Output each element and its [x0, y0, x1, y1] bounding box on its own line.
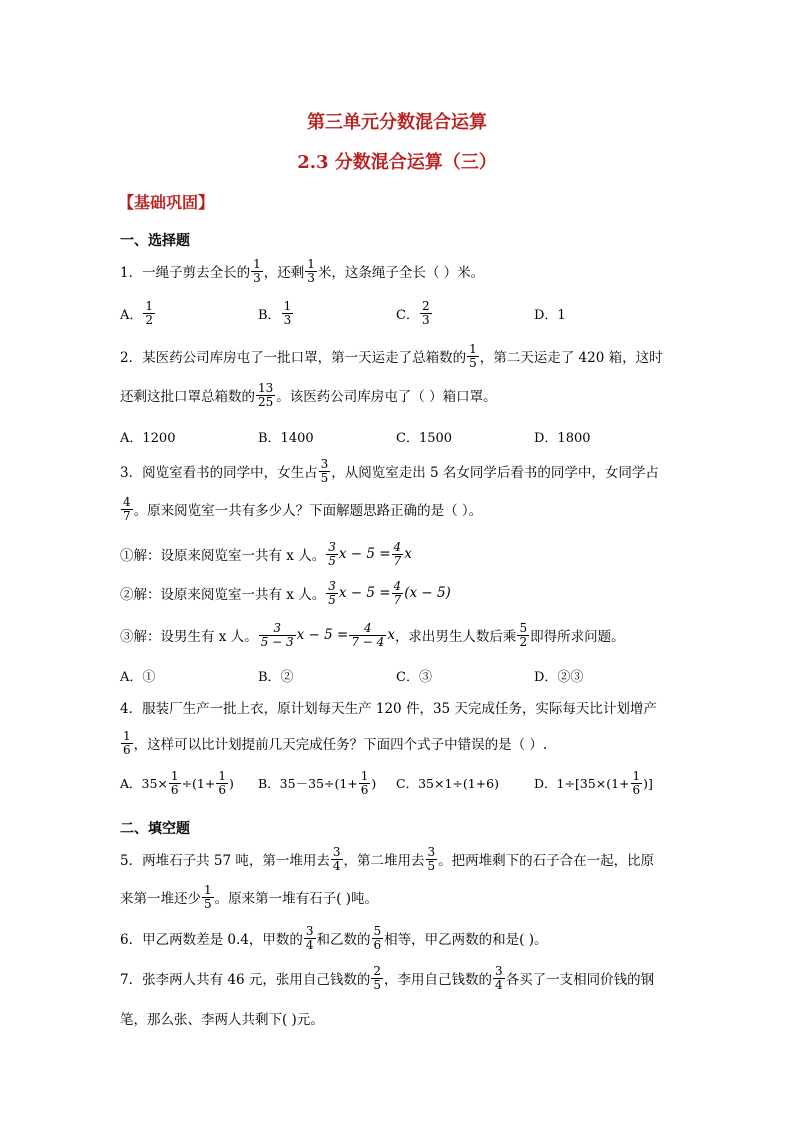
- solution-label: ③解：设男生有 x 人。: [120, 629, 258, 646]
- option-d: D．1: [534, 307, 566, 323]
- fraction: $\frac{4}{7}$: [123, 495, 131, 523]
- solution-text: ，求出男生人数后乘: [394, 629, 517, 646]
- question-6: [120, 925, 547, 951]
- part-heading-fill: 二、填空题: [120, 821, 190, 837]
- option-a: A．1200: [120, 431, 176, 446]
- question-7-line2: [120, 1008, 324, 1028]
- option-c: C．35×1÷(1+6): [396, 776, 500, 792]
- q4-text-a: 4．服装厂生产一批上衣，原计划每天生产 120 件，35 天完成任务，实际每天比计划增产: [120, 701, 657, 717]
- option-d: D．1800: [534, 431, 591, 446]
- fraction: $\frac{3}{5}$: [320, 457, 329, 485]
- q4-options: [120, 770, 653, 796]
- q2-text-d: 。该医药公司库房屯了（ ）箱口罩。: [276, 389, 497, 406]
- q4-text-b: ，这样可以比计划提前几天完成任务？下面四个式子中错误的是（ ）.: [133, 737, 548, 754]
- unit-title: 第三单元分数混合运算: [307, 112, 487, 133]
- question-4-line1: [120, 697, 657, 717]
- lesson-title: 2.3 分数混合运算（三）: [297, 152, 497, 173]
- question-4-line2: [120, 730, 547, 756]
- q5-text-b: ，第二堆用去: [343, 853, 425, 870]
- fraction: $\frac{2}{5}$: [373, 964, 381, 992]
- q7-text-b: ，李用自己钱数的: [384, 972, 492, 989]
- q5-text-e: 。原来第一堆有石子( )吨。: [214, 891, 378, 908]
- question-5-line1: [120, 846, 654, 872]
- fraction: $\frac{1}{3}$: [307, 257, 315, 285]
- question-1: [120, 258, 484, 284]
- q1-text-c: 米，这条绳子全长（ ）米。: [317, 265, 485, 282]
- equation-text: (x − 5): [404, 585, 451, 602]
- equation-text: x: [387, 627, 395, 644]
- solution-label: ①解：设原来阅览室一共有 x 人。: [120, 548, 326, 565]
- q3-solution-2: [120, 580, 451, 606]
- fraction: $\frac{5}{2}$: [519, 621, 528, 649]
- q1-options: [120, 300, 566, 326]
- solution-text: 即得所求问题。: [530, 629, 625, 646]
- q1-text-a: 1．一绳子剪去全长的: [120, 265, 251, 282]
- option-d: D．②③: [534, 670, 584, 685]
- question-5-line2: [120, 884, 378, 910]
- q3-solution-1: [120, 541, 412, 567]
- q6-text-a: 6．甲乙两数差是 0.4，甲数的: [120, 932, 303, 949]
- section-heading: 【基础巩固】: [118, 193, 215, 212]
- fraction: $\frac{5}{6}$: [373, 924, 382, 952]
- option-b: B．②: [258, 670, 294, 685]
- fraction: $\frac{3}{5}$: [427, 845, 436, 873]
- fraction: $\frac{3}{5}$: [328, 579, 336, 607]
- equation-text: x: [404, 546, 412, 563]
- fraction: $\frac{1}{3}$: [253, 257, 261, 285]
- q2-text-c: 还剩这批口罩总箱数的: [120, 389, 255, 406]
- question-2-line2: [120, 382, 497, 408]
- q3-solution-3: [120, 622, 625, 648]
- q3-options: [120, 666, 583, 685]
- question-3-line2: [120, 496, 482, 522]
- q2-text-a: 2．某医药公司库房屯了一批口罩，第一天运走了总箱数的: [120, 350, 467, 367]
- q5-text-d: 来第一堆还少: [120, 891, 201, 908]
- option-a: A．①: [120, 670, 156, 685]
- question-7-line1: [120, 965, 654, 991]
- q7-text-a: 7．张李两人共有 46 元，张用自己钱数的: [120, 972, 371, 989]
- fraction: $\frac{1}{5}$: [469, 342, 477, 370]
- option-b: B．1400: [258, 431, 314, 446]
- q7-text-d: 笔，那么张、李两人共剩下( )元。: [120, 1012, 324, 1028]
- part-heading-choice: 一、选择题: [120, 233, 190, 249]
- q3-text-c: 。原来阅览室一共有多少人？下面解题思路正确的是（ ）。: [133, 503, 483, 520]
- solution-label: ②解：设原来阅览室一共有 x 人。: [120, 587, 326, 604]
- option-a: A． $\frac{1}{2}$: [120, 299, 154, 327]
- option-c: C． $\frac{2}{3}$: [396, 299, 430, 327]
- question-3-line1: [120, 458, 659, 484]
- fraction: $\frac{1}{6}$: [123, 729, 131, 757]
- q3-text-a: 3．阅览室看书的同学中，女生占: [120, 465, 318, 482]
- fraction: $\frac{3}{4}$: [495, 964, 503, 992]
- q7-text-c: 各买了一支相同价钱的钢: [505, 972, 655, 989]
- option-b: B． $\frac{1}{3}$: [258, 299, 292, 327]
- question-2-line1: [120, 343, 663, 369]
- fraction: $\frac{3}{5 - 3}$: [260, 621, 294, 649]
- fraction: $\frac{4}{7 - 4}$: [351, 621, 385, 649]
- option-a: A．35× $\frac{1}{6}$ ÷(1+ $\frac{1}{6}$ ): [120, 769, 234, 797]
- option-c: C．③: [396, 670, 432, 685]
- fraction: $\frac{4}{7}$: [393, 540, 402, 568]
- option-d: D．1÷[35×(1+ $\frac{1}{6}$ )]: [534, 769, 653, 797]
- fraction: $\frac{4}{7}$: [393, 579, 402, 607]
- equation-text: x − 5 =: [338, 585, 391, 602]
- option-c: C．1500: [396, 431, 453, 446]
- q2-options: [120, 427, 591, 446]
- q2-text-b: ，第二天运走了 420 箱，这时: [479, 350, 663, 367]
- q6-text-c: 相等，甲乙两数的和是( )。: [384, 932, 548, 949]
- q6-text-b: 和乙数的: [316, 932, 371, 949]
- equation-text: x − 5 =: [296, 627, 349, 644]
- q1-text-b: ，还剩: [263, 265, 305, 282]
- fraction: $\frac{3}{4}$: [305, 924, 314, 952]
- q5-text-a: 5．两堆石子共 57 吨，第一堆用去: [120, 853, 330, 870]
- fraction: $\frac{3}{5}$: [328, 540, 336, 568]
- equation-text: x − 5 =: [338, 546, 391, 563]
- fraction: $\frac{1}{5}$: [204, 883, 212, 911]
- option-b: B．35－35÷(1+ $\frac{1}{6}$ ): [258, 769, 377, 797]
- q5-text-c: 。把两堆剩下的石子合在一起，比原: [438, 853, 655, 870]
- fraction: $\frac{13}{25}$: [258, 381, 274, 409]
- q3-text-b: ，从阅览室走出 5 名女同学后看书的同学中，女同学占: [331, 465, 659, 482]
- fraction: $\frac{3}{4}$: [332, 845, 341, 873]
